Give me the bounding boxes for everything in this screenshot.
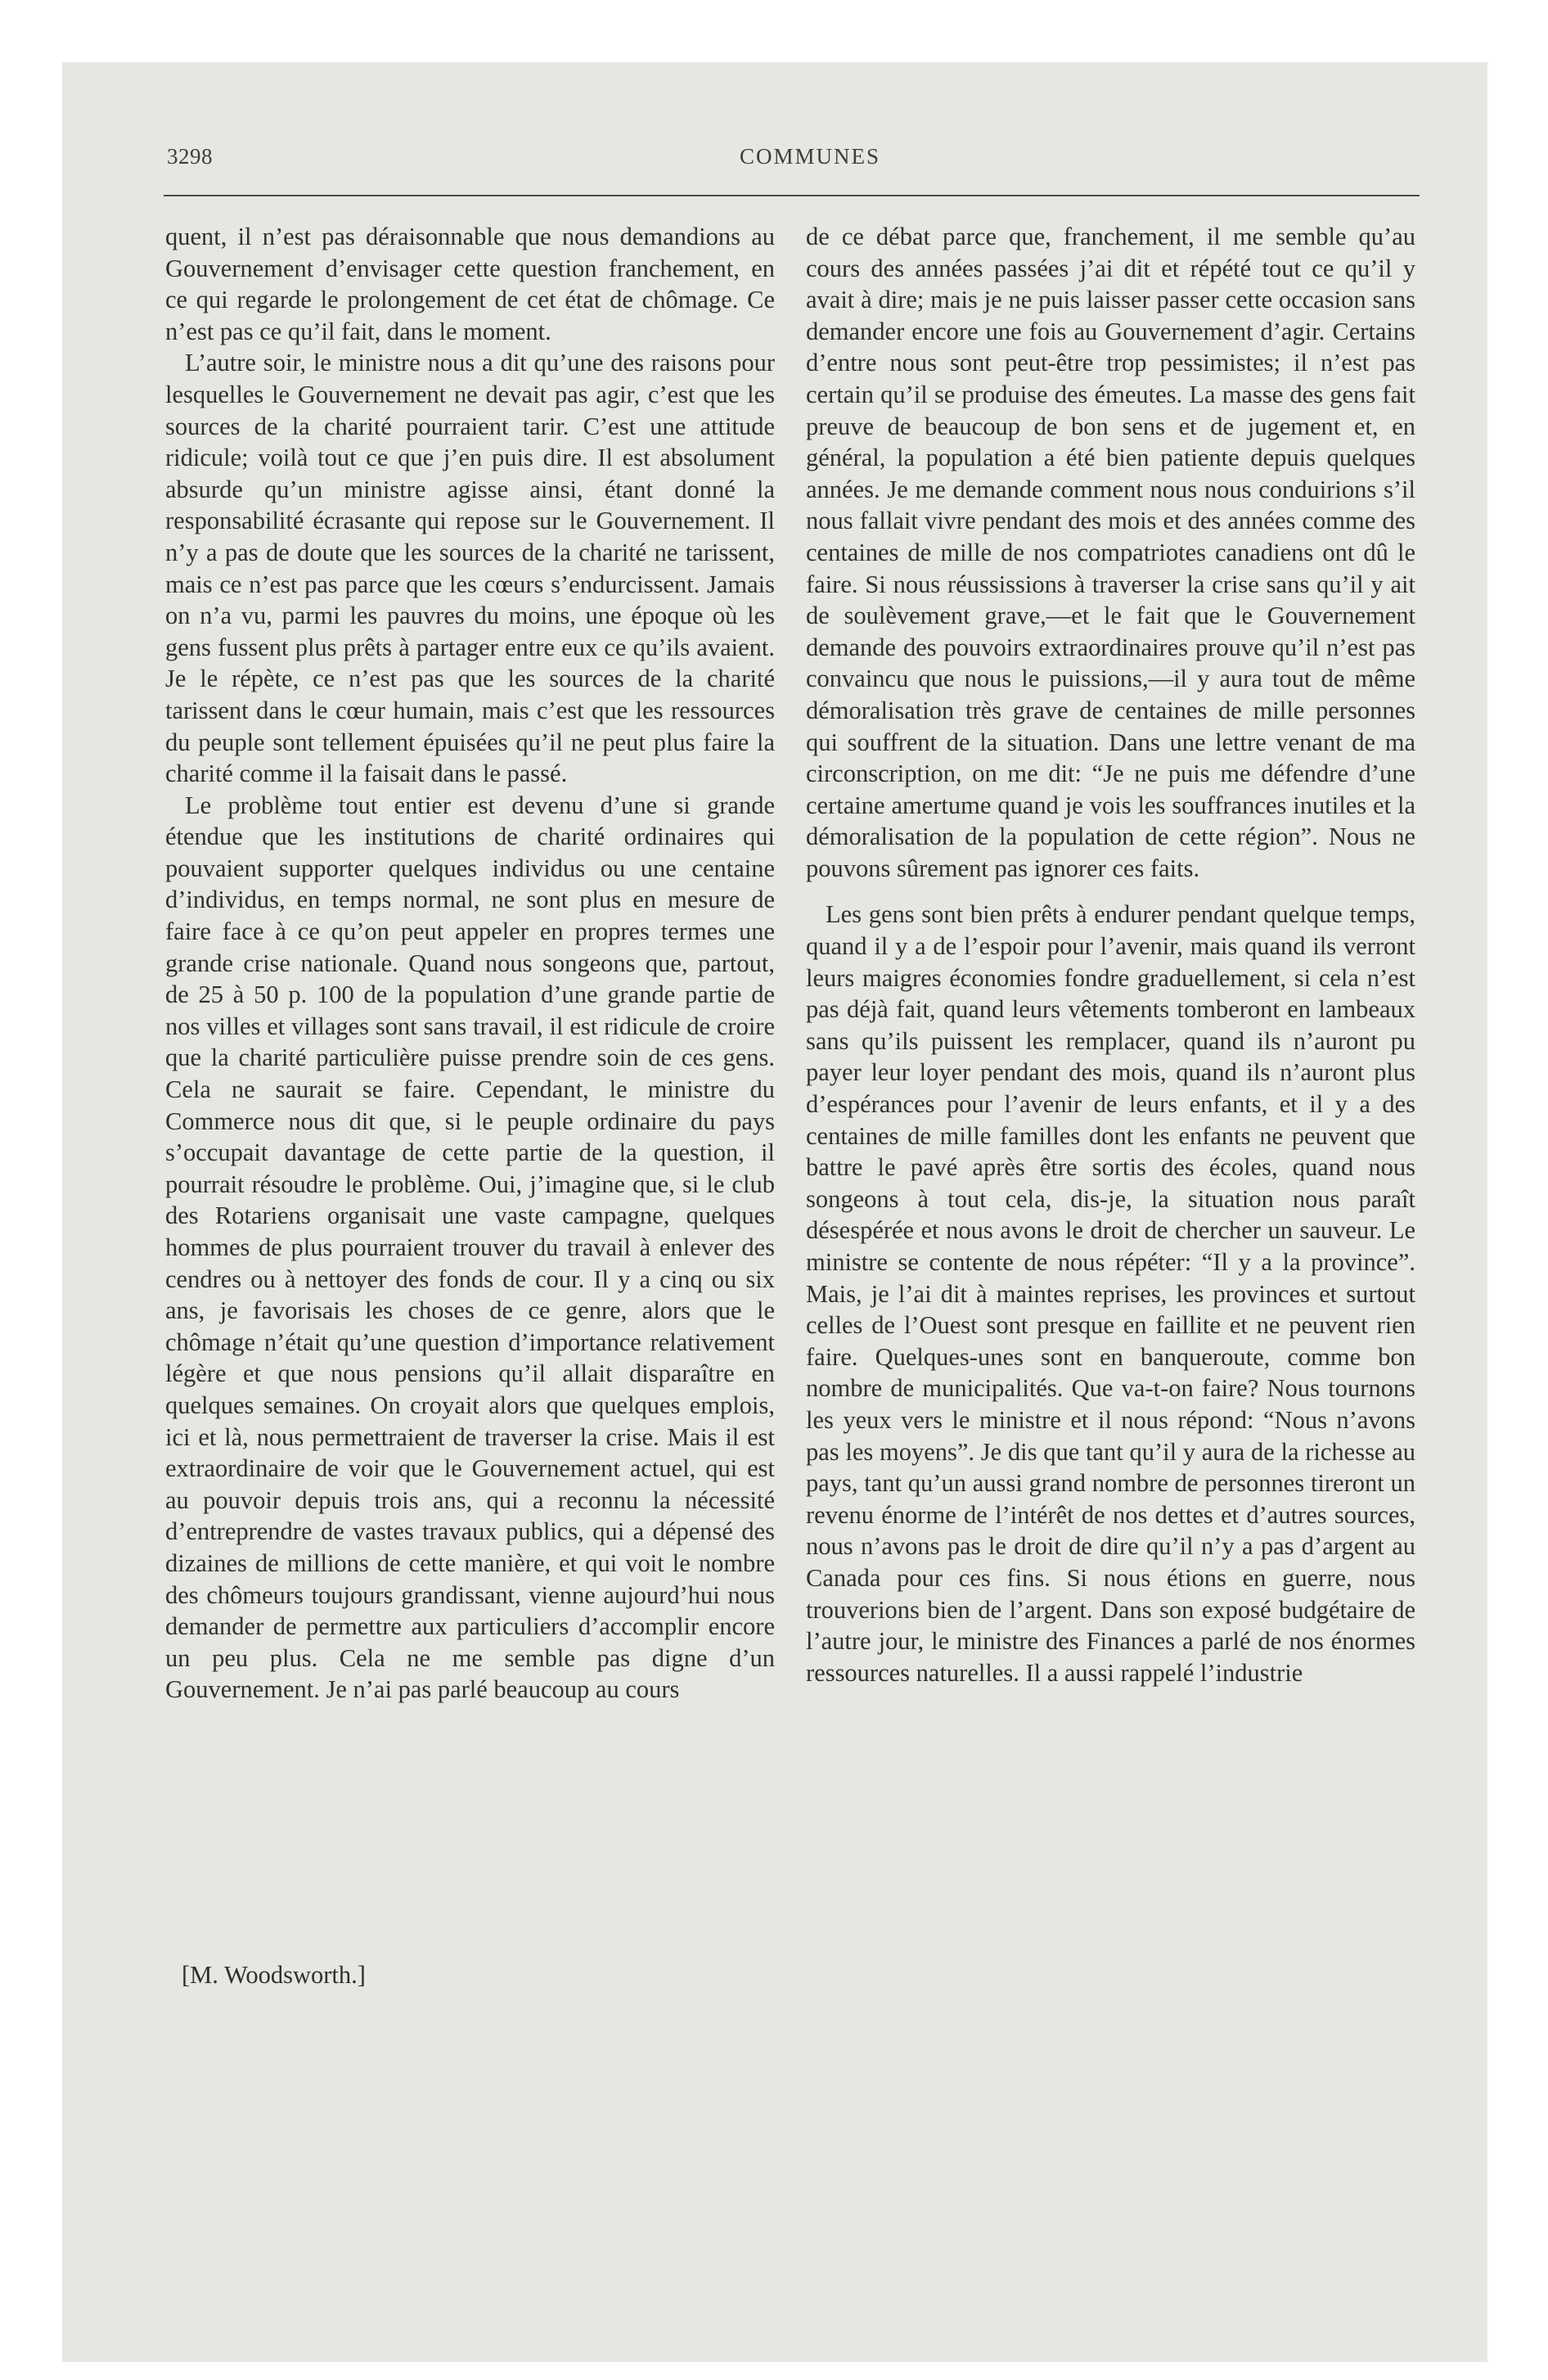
running-title: COMMUNES xyxy=(739,144,881,169)
left-paragraph-1: quent, il n’est pas déraisonnable que nous demandions au Gouvernement d’envisager cette question franchement, en ce qui regarde le prolongement de cet état de chômage. Ce n’est pas ce qu’il fait, dans le moment. xyxy=(165,223,775,345)
left-paragraph-2: L’autre soir, le ministre nous a dit qu’une des raisons pour lesquelles le Gouvernement ne devait pas agir, c’est que les sources de la charité pourraient tarir. C’est une attitude ridicule; voilà tout ce que j’en puis dire. Il est absolument absurde qu’un ministre agisse ainsi, étant donné la responsabilité écrasante qui repose sur le Gouvernement. Il n’y a pas de doute que les sources de la charité ne tarissent, mais ce n’est pas parce que les cœurs s’endurcissent. Jamais on n’a vu, parmi les pauvres du moins, une époque où les gens fussent plus prêts à partager entre eux ce qu’ils avaient. Je le répète, ce n’est pas que les sources de la charité tarissent dans le cœur humain, mais c’est que les ressources du peuple sont tellement épuisées qu’il ne peut plus faire la charité comme il la faisait dans le passé. xyxy=(165,349,775,788)
right-column xyxy=(806,221,1415,1688)
right-paragraph-2: Les gens sont bien prêts à endurer pendant quelque temps, quand il y a de l’espoir pour l’avenir, mais quand ils verront leurs maigres économies fondre graduellement, si cela n’est pas déjà fait, quand leurs vêtements tomberont en lambeaux sans qu’ils puissent les remplacer, quand ils n’auront pu payer leur loyer pendant des mois, quand ils n’auront plus d’espérances pour l’avenir de leurs enfants, et il y a des centaines de mille familles dont les enfants ne peuvent que battre le pavé après être sortis des écoles, quand nous songeons à tout cela, dis-je, la situation nous paraît désespérée et nous avons le droit de chercher un sauveur. Le ministre se contente de nous répéter: “Il y a la province”. Mais, je l’ai dit à maintes reprises, les provinces et surtout celles de l’Ouest sont presque en faillite et ne peuvent rien faire. Quelques-unes sont en banqueroute, comme bon nombre de municipalités. Que va-t-on faire? Nous tournons les yeux vers le ministre et il nous répond: “Nous n’avons pas les moyens”. Je dis que tant qu’il y aura de la richesse au pays, tant qu’un aussi grand nombre de personnes tireront un revenu énorme de l’intérêt de nos dettes et d’autres sources, nous n’avons pas le droit de dire qu’il n’y a pas d’argent au Canada pour ces fins. Si nous étions en guerre, nous trouverions bien de l’argent. Dans son exposé budgétaire de l’autre jour, le ministre des Finances a parlé de nos énormes ressources naturelles. Il a aussi rappelé l’industrie xyxy=(806,900,1415,1687)
right-paragraph-1: de ce débat parce que, franchement, il me semble qu’au cours des années passées j’ai dit et répété tout ce qu’il y avait à dire; mais je ne puis laisser passer cette occasion sans demander encore une fois au Gouvernement d’agir. Certains d’entre nous sont peut-être trop pessimistes; il n’est pas certain qu’il se produise des émeutes. La masse des gens fait preuve de beaucoup de bon sens et de jugement et, en général, la population a été bien patiente depuis quelques années. Je me demande comment nous nous conduirions s’il nous fallait vivre pendant des mois et des années comme des centaines de mille de nos compatriotes canadiens ont dû le faire. Si nous réussissions à traverser la crise sans qu’il y ait de soulèvement grave,—et le fait que le Gouvernement demande des pouvoirs extraordinaires prouve qu’il n’est pas convaincu que nous le puissions,—il y aura tout de même démoralisation très grave de centaines de mille personnes qui souffrent de la situation. Dans une lettre venant de ma circonscription, on me dit: “Je ne puis me défendre d’une certaine amertume quand je vois les souffrances inutiles et la démoralisation de la population de cette région”. Nous ne pouvons sûrement pas ignorer ces faits. xyxy=(806,223,1415,882)
left-paragraph-3: Le problème tout entier est devenu d’une si grande étendue que les institutions de charité ordinaires qui pouvaient supporter quelques individus ou une centaine d’individus, en temps normal, ne sont plus en mesure de faire face à ce qu’on peut appeler en propres termes une grande crise nationale. Quand nous songeons que, partout, de 25 à 50 p. 100 de la population d’une grande partie de nos villes et villages sont sans travail, il est ridicule de croire que la charité particulière puisse prendre soin de ces gens. Cela ne saurait se faire. Cependant, le ministre du Commerce nous dit que, si le peuple ordinaire du pays s’occupait davantage de cette partie de la question, il pourrait résoudre le problème. Oui, j’imagine que, si le club des Rotariens organisait une vaste campagne, quelques hommes de plus pourraient trouver du travail à enlever des cendres ou à nettoyer des fonds de cour. Il y a cinq ou six ans, je favorisais les choses de ce genre, alors que le chômage n’était qu’une question d’importance relativement légère et que nous pensions qu’il allait disparaître en quelques semaines. On croyait alors que quelques emplois, ici et là, nous permettraient de traverser la crise. Mais il est extraordinaire de voir que le Gouvernement actuel, qui est au pouvoir depuis trois ans, qui a reconnu la nécessité d’entreprendre de vastes travaux publics, qui a dépensé des dizaines de millions de cette manière, et qui voit le nombre des chômeurs toujours grandissant, vienne aujourd’hui nous demander de permettre aux particuliers d’accomplir encore un peu plus. Cela ne me semble pas digne d’un Gouvernement. Je n’ai pas parlé beaucoup au cours xyxy=(165,791,775,1704)
page-number: 3298 xyxy=(167,144,213,169)
left-column xyxy=(165,221,775,1706)
speaker-attribution: [M. Woodsworth.] xyxy=(182,1961,366,1989)
header-rule xyxy=(164,195,1420,196)
page-header xyxy=(98,131,1424,169)
